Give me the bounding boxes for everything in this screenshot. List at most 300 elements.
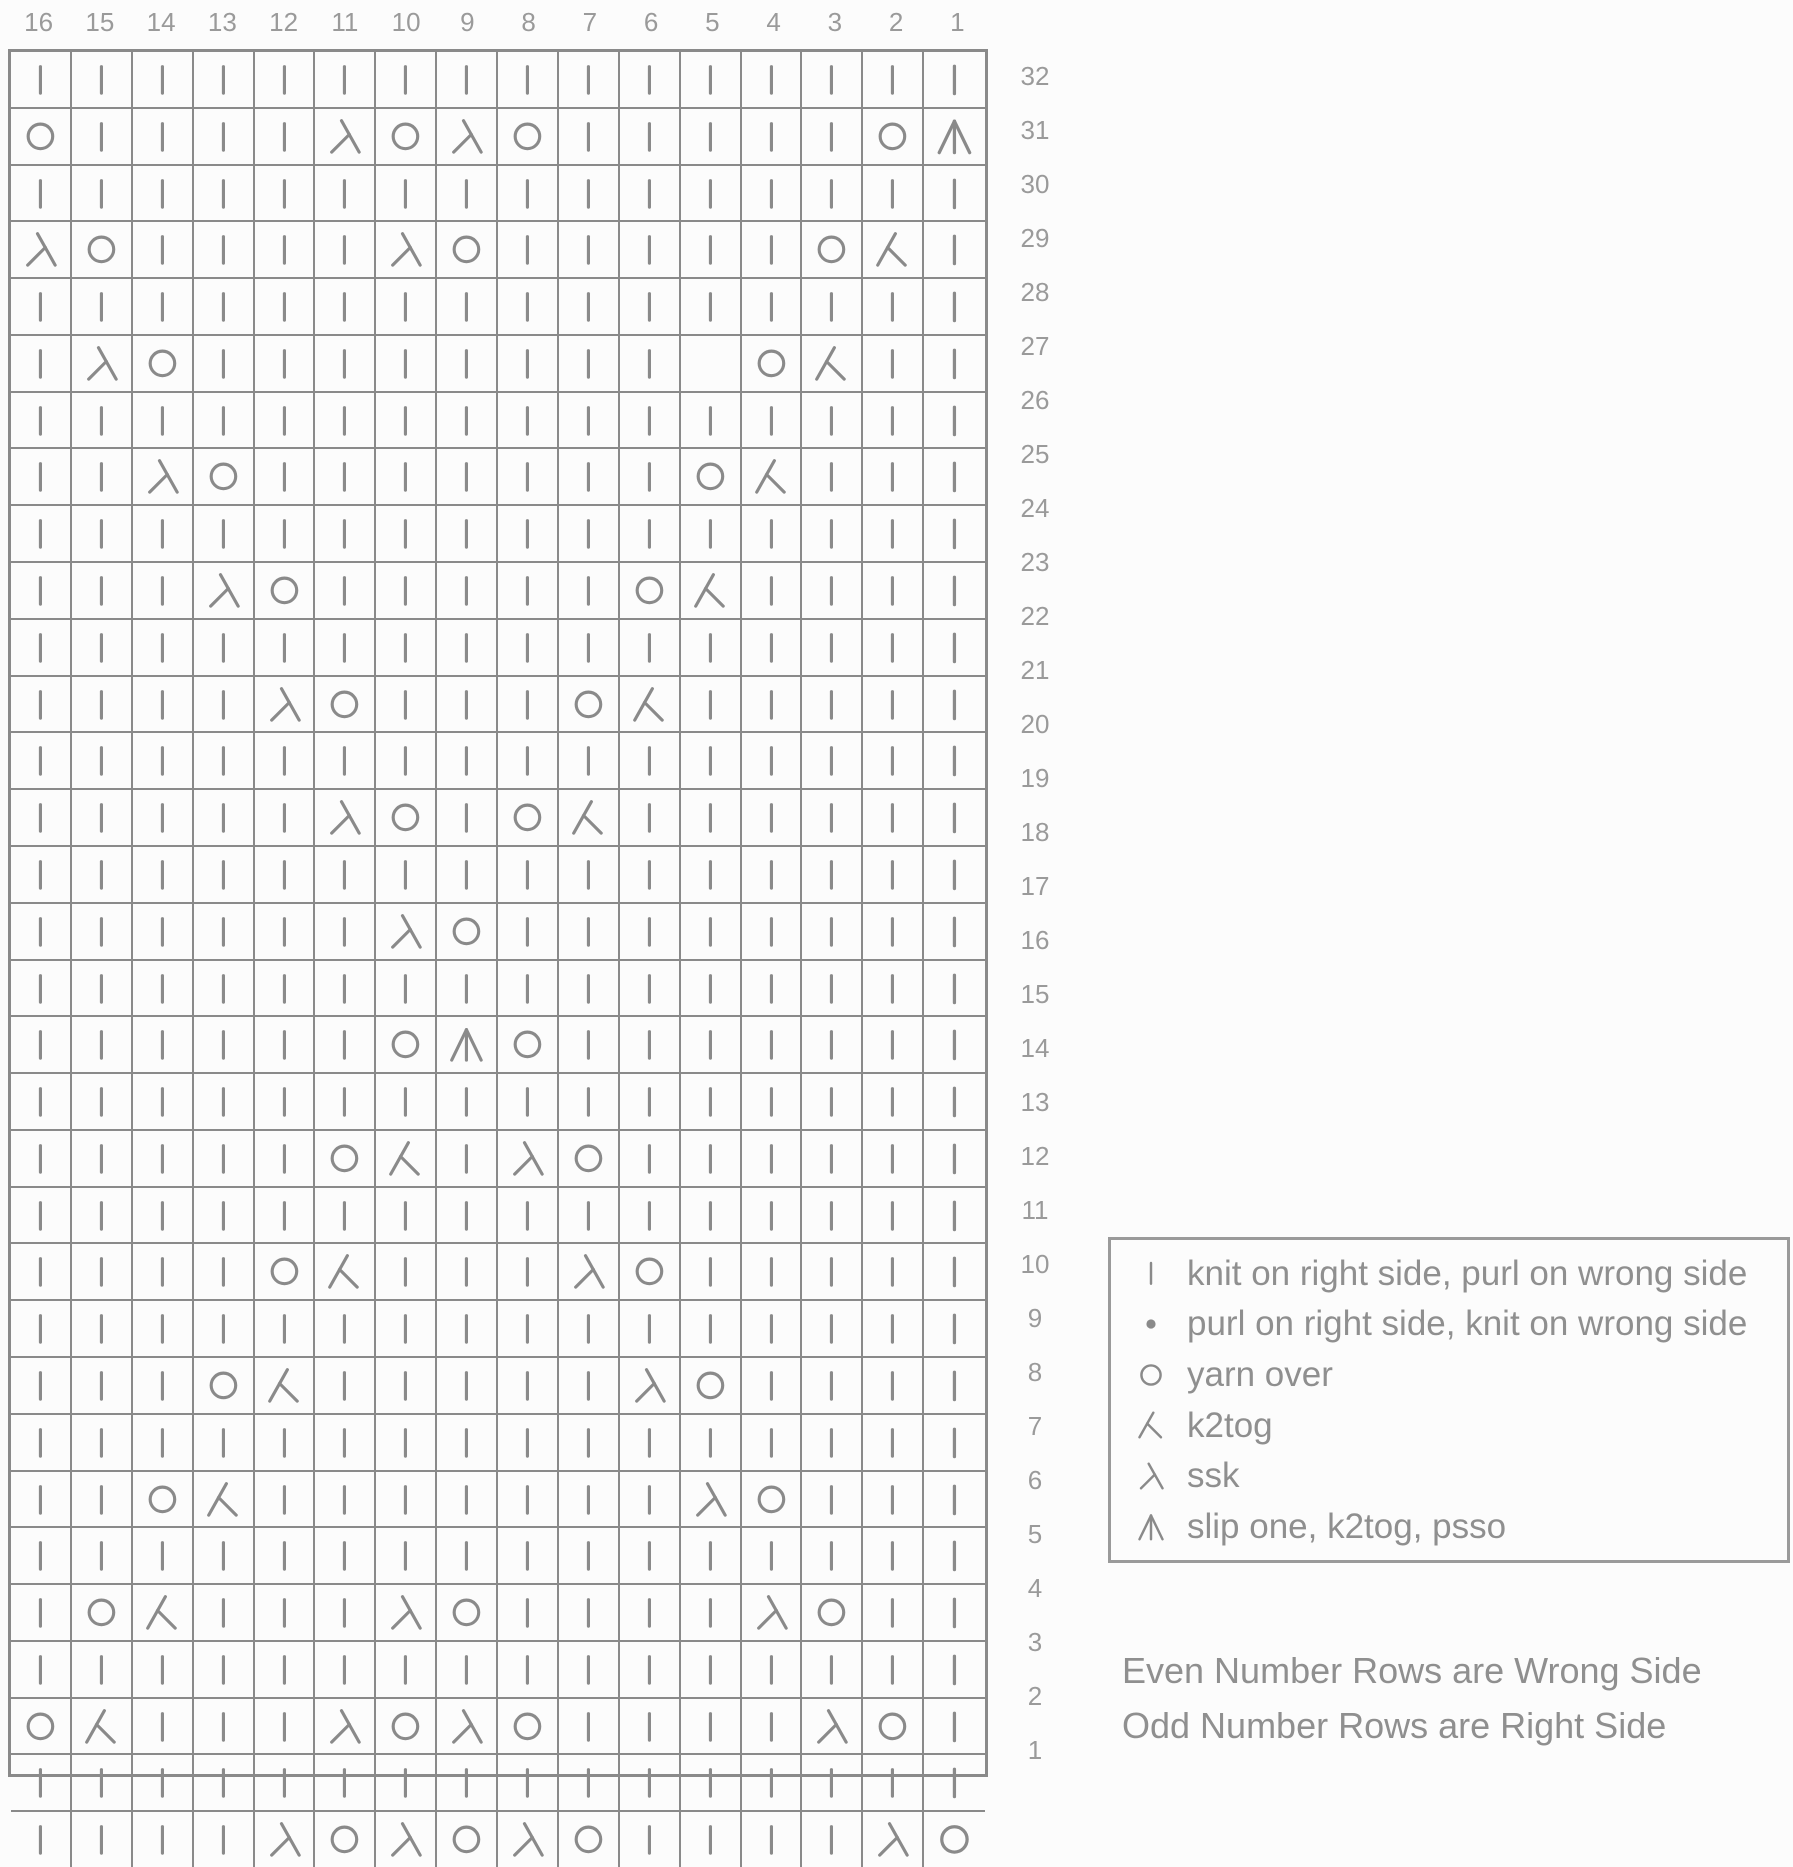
knit-symbol bbox=[11, 904, 70, 959]
chart-cell bbox=[559, 563, 620, 620]
chart-cell bbox=[620, 1472, 681, 1529]
chart-cell bbox=[681, 961, 742, 1018]
chart-cell bbox=[924, 790, 985, 847]
row-number: 32 bbox=[1020, 60, 1050, 91]
knit-symbol bbox=[437, 1528, 496, 1583]
chart-grid bbox=[8, 49, 988, 1777]
knit-symbol bbox=[559, 449, 618, 504]
knit-symbol bbox=[255, 1755, 314, 1810]
chart-cell bbox=[11, 109, 72, 166]
knit-symbol bbox=[133, 1131, 192, 1186]
knit-symbol bbox=[802, 279, 861, 334]
knit-symbol bbox=[376, 1472, 435, 1527]
chart-cell bbox=[72, 733, 133, 790]
knit-symbol bbox=[437, 279, 496, 334]
row-number: 31 bbox=[1020, 114, 1050, 145]
chart-cell bbox=[437, 1358, 498, 1415]
chart-cell bbox=[437, 1415, 498, 1472]
chart-cell bbox=[255, 790, 316, 847]
chart-cell bbox=[742, 904, 803, 961]
chart-cell bbox=[72, 1472, 133, 1529]
knit-symbol bbox=[133, 1188, 192, 1243]
column-number: 7 bbox=[582, 6, 598, 37]
chart-cell bbox=[924, 1017, 985, 1074]
chart-cell bbox=[498, 1472, 559, 1529]
knit-symbol bbox=[498, 904, 557, 959]
knit-symbol bbox=[376, 1358, 435, 1413]
knit-symbol bbox=[133, 279, 192, 334]
chart-cell bbox=[681, 449, 742, 506]
chart-cell bbox=[72, 677, 133, 734]
ssk-symbol bbox=[255, 677, 314, 732]
knit-symbol bbox=[681, 1585, 740, 1640]
ssk-symbol bbox=[437, 109, 496, 164]
knit-symbol bbox=[863, 506, 922, 561]
knit-symbol bbox=[194, 393, 253, 448]
knit-symbol bbox=[924, 563, 985, 618]
knit-symbol bbox=[437, 1358, 496, 1413]
chart-cell bbox=[742, 1415, 803, 1472]
chart-cell bbox=[498, 1301, 559, 1358]
chart-cell bbox=[742, 393, 803, 450]
knit-symbol bbox=[559, 847, 618, 902]
knit-symbol bbox=[802, 620, 861, 675]
chart-cell bbox=[11, 1755, 72, 1812]
chart-cell bbox=[802, 109, 863, 166]
knit-symbol bbox=[437, 790, 496, 845]
knit-symbol bbox=[742, 790, 801, 845]
chart-cell bbox=[133, 1472, 194, 1529]
knit-symbol bbox=[72, 393, 131, 448]
row-number: 20 bbox=[1020, 708, 1050, 739]
chart-cell bbox=[255, 393, 316, 450]
knit-symbol bbox=[255, 904, 314, 959]
knit-symbol bbox=[11, 449, 70, 504]
chart-cell bbox=[681, 1699, 742, 1756]
knit-symbol bbox=[620, 52, 679, 107]
ssk-symbol bbox=[863, 1812, 922, 1867]
chart-cell bbox=[72, 393, 133, 450]
knit-symbol bbox=[863, 1528, 922, 1583]
chart-cell bbox=[924, 1131, 985, 1188]
knit-symbol bbox=[742, 1188, 801, 1243]
knit-symbol bbox=[376, 1755, 435, 1810]
chart-cell bbox=[72, 449, 133, 506]
chart-cell bbox=[437, 1472, 498, 1529]
chart-cell bbox=[681, 393, 742, 450]
chart-cell bbox=[133, 1812, 194, 1867]
knit-symbol bbox=[924, 733, 985, 788]
chart-cell bbox=[194, 1131, 255, 1188]
chart-cell bbox=[924, 1642, 985, 1699]
chart-cell bbox=[802, 1131, 863, 1188]
chart-cell bbox=[194, 677, 255, 734]
knit-symbol bbox=[863, 1472, 922, 1527]
chart-cell bbox=[681, 109, 742, 166]
knit-symbol bbox=[376, 1415, 435, 1470]
knit-symbol bbox=[194, 733, 253, 788]
chart-cell bbox=[72, 506, 133, 563]
chart-cell bbox=[742, 1074, 803, 1131]
ssk-symbol bbox=[437, 1699, 496, 1754]
chart-cell bbox=[194, 1642, 255, 1699]
knit-symbol bbox=[72, 1074, 131, 1129]
knit-symbol bbox=[72, 904, 131, 959]
chart-cell bbox=[742, 620, 803, 677]
chart-cell bbox=[72, 1415, 133, 1472]
knit-symbol bbox=[498, 166, 557, 221]
chart-cell bbox=[133, 52, 194, 109]
chart-cell bbox=[255, 279, 316, 336]
chart-cell bbox=[437, 904, 498, 961]
chart-cell bbox=[315, 904, 376, 961]
chart-cell bbox=[498, 1074, 559, 1131]
chart-cell bbox=[802, 1755, 863, 1812]
column-number: 2 bbox=[888, 6, 904, 37]
chart-cell bbox=[863, 1812, 924, 1867]
chart-cell bbox=[194, 1585, 255, 1642]
chart-cell bbox=[315, 166, 376, 223]
column-number: 1 bbox=[950, 6, 965, 37]
chart-cell bbox=[559, 1812, 620, 1867]
chart-cell bbox=[498, 1755, 559, 1812]
knit-symbol bbox=[924, 1472, 985, 1527]
knit-symbol bbox=[559, 1642, 618, 1697]
chart-cell bbox=[559, 961, 620, 1018]
chart-cell bbox=[315, 1585, 376, 1642]
chart-cell bbox=[437, 52, 498, 109]
chart-cell bbox=[315, 449, 376, 506]
chart-cell bbox=[376, 336, 437, 393]
chart-cell bbox=[133, 1017, 194, 1074]
chart-cell bbox=[133, 1131, 194, 1188]
yarn-over-symbol bbox=[863, 1699, 922, 1754]
chart-cell bbox=[72, 563, 133, 620]
knit-symbol bbox=[620, 1131, 679, 1186]
knit-symbol bbox=[620, 904, 679, 959]
knit-symbol bbox=[315, 506, 374, 561]
knit-symbol bbox=[498, 1755, 557, 1810]
knit-symbol bbox=[863, 1585, 922, 1640]
knit-symbol bbox=[133, 1699, 192, 1754]
chart-cell bbox=[437, 449, 498, 506]
knit-symbol bbox=[620, 1415, 679, 1470]
knit-symbol bbox=[255, 52, 314, 107]
chart-cell bbox=[620, 279, 681, 336]
knit-symbol bbox=[255, 1642, 314, 1697]
chart-cell bbox=[437, 1585, 498, 1642]
knit-symbol bbox=[681, 904, 740, 959]
yarn-over-symbol bbox=[194, 449, 253, 504]
knit-symbol bbox=[559, 620, 618, 675]
chart-cell bbox=[498, 1131, 559, 1188]
knit-symbol bbox=[437, 1244, 496, 1299]
chart-cell bbox=[376, 733, 437, 790]
knit-symbol bbox=[742, 961, 801, 1016]
column-number: 10 bbox=[391, 6, 421, 37]
chart-cell bbox=[72, 1017, 133, 1074]
knit-symbol bbox=[255, 1528, 314, 1583]
chart-cell bbox=[11, 1528, 72, 1585]
chart-cell bbox=[802, 1358, 863, 1415]
knit-symbol bbox=[255, 393, 314, 448]
chart-cell bbox=[315, 1131, 376, 1188]
chart-cell bbox=[255, 1017, 316, 1074]
chart-cell bbox=[376, 1074, 437, 1131]
note-odd-rows: Odd Number Rows are Right Side bbox=[1122, 1705, 1667, 1746]
knit-symbol bbox=[559, 1585, 618, 1640]
knit-symbol bbox=[255, 620, 314, 675]
chart-cell bbox=[498, 1699, 559, 1756]
knit-symbol bbox=[194, 1699, 253, 1754]
legend-item bbox=[1125, 1504, 1787, 1550]
chart-cell bbox=[863, 790, 924, 847]
chart-cell bbox=[133, 904, 194, 961]
knit-symbol bbox=[437, 1472, 496, 1527]
chart-cell bbox=[863, 1642, 924, 1699]
chart-cell bbox=[742, 563, 803, 620]
ssk-symbol bbox=[376, 904, 435, 959]
chart-cell bbox=[742, 506, 803, 563]
chart-cell bbox=[376, 563, 437, 620]
chart-cell bbox=[72, 1755, 133, 1812]
knit-symbol bbox=[133, 847, 192, 902]
row-number: 22 bbox=[1020, 600, 1050, 631]
chart-cell bbox=[742, 1472, 803, 1529]
knit-symbol bbox=[924, 393, 985, 448]
row-numbers-column bbox=[1002, 49, 1068, 1777]
chart-cell bbox=[11, 1472, 72, 1529]
chart-cell bbox=[194, 961, 255, 1018]
knit-symbol bbox=[437, 336, 496, 391]
knit-symbol bbox=[802, 449, 861, 504]
knit-symbol bbox=[924, 222, 985, 277]
knit-symbol bbox=[559, 336, 618, 391]
chart-cell bbox=[924, 1301, 985, 1358]
chart-cell bbox=[315, 1699, 376, 1756]
chart-cell bbox=[559, 1472, 620, 1529]
chart-cell bbox=[620, 1244, 681, 1301]
chart-cell bbox=[376, 1415, 437, 1472]
knit-symbol bbox=[681, 847, 740, 902]
knit-symbol bbox=[620, 1074, 679, 1129]
knit-symbol bbox=[802, 1642, 861, 1697]
knit-symbol bbox=[863, 1017, 922, 1072]
chart-cell bbox=[72, 1812, 133, 1867]
knit-symbol bbox=[315, 336, 374, 391]
knit-symbol bbox=[559, 166, 618, 221]
knit-symbol bbox=[559, 1074, 618, 1129]
knit-symbol bbox=[133, 52, 192, 107]
chart-cell bbox=[133, 222, 194, 279]
chart-cell bbox=[194, 1528, 255, 1585]
chart-cell bbox=[559, 1755, 620, 1812]
yarn-over-symbol bbox=[11, 1699, 70, 1754]
chart-cell bbox=[72, 847, 133, 904]
chart-cell bbox=[924, 904, 985, 961]
chart-cell bbox=[255, 1699, 316, 1756]
chart-cell bbox=[863, 961, 924, 1018]
chart-cell bbox=[802, 1528, 863, 1585]
chart-cell bbox=[72, 904, 133, 961]
ssk-symbol bbox=[315, 1699, 374, 1754]
knit-symbol bbox=[742, 1642, 801, 1697]
knit-symbol bbox=[559, 1755, 618, 1810]
knit-symbol bbox=[742, 393, 801, 448]
knit-symbol bbox=[559, 1472, 618, 1527]
yarn-over-symbol bbox=[11, 109, 70, 164]
chart-cell bbox=[863, 1528, 924, 1585]
knit-symbol bbox=[559, 279, 618, 334]
chart-cell bbox=[924, 1755, 985, 1812]
knit-symbol bbox=[924, 961, 985, 1016]
knit-symbol bbox=[863, 1244, 922, 1299]
knit-symbol bbox=[194, 904, 253, 959]
chart-cell bbox=[863, 1585, 924, 1642]
yarn-over-symbol bbox=[620, 1244, 679, 1299]
knit-symbol bbox=[255, 1301, 314, 1356]
chart-cell bbox=[376, 1755, 437, 1812]
chart-cell bbox=[681, 563, 742, 620]
knit-symbol bbox=[559, 1017, 618, 1072]
chart-cell bbox=[11, 1642, 72, 1699]
knit-symbol bbox=[315, 904, 374, 959]
knit-symbol bbox=[315, 166, 374, 221]
knit-symbol bbox=[72, 620, 131, 675]
knit-symbol bbox=[315, 393, 374, 448]
legend-box bbox=[1108, 1237, 1790, 1563]
knit-symbol bbox=[498, 961, 557, 1016]
chart-cell bbox=[802, 393, 863, 450]
knit-symbol bbox=[498, 677, 557, 732]
chart-cell bbox=[72, 166, 133, 223]
chart-cell bbox=[315, 1812, 376, 1867]
row-number: 7 bbox=[1027, 1410, 1043, 1441]
knit-symbol bbox=[437, 1074, 496, 1129]
chart-cell bbox=[802, 961, 863, 1018]
knit-symbol bbox=[924, 847, 985, 902]
legend-label: purl on right side, knit on wrong side bbox=[1187, 1304, 1748, 1344]
chart-cell bbox=[133, 109, 194, 166]
knit-symbol bbox=[742, 1699, 801, 1754]
chart-cell bbox=[133, 506, 194, 563]
column-number: 4 bbox=[766, 6, 781, 37]
knit-symbol bbox=[255, 506, 314, 561]
chart-cell bbox=[194, 1812, 255, 1867]
ssk-symbol bbox=[559, 1244, 618, 1299]
knit-symbol bbox=[742, 733, 801, 788]
chart-cell bbox=[742, 109, 803, 166]
knit-symbol bbox=[133, 1755, 192, 1810]
k2tog-symbol bbox=[1128, 1402, 1174, 1448]
chart-cell bbox=[133, 847, 194, 904]
knit-symbol bbox=[194, 1017, 253, 1072]
knit-symbol bbox=[437, 449, 496, 504]
knit-symbol bbox=[863, 1755, 922, 1810]
chart-cell bbox=[133, 1755, 194, 1812]
knit-symbol bbox=[133, 961, 192, 1016]
knit-symbol bbox=[742, 1358, 801, 1413]
chart-cell bbox=[802, 733, 863, 790]
chart-cell bbox=[498, 1642, 559, 1699]
knit-symbol bbox=[437, 1131, 496, 1186]
knit-symbol bbox=[742, 166, 801, 221]
knit-symbol bbox=[72, 961, 131, 1016]
chart-cell bbox=[681, 1188, 742, 1245]
knit-symbol bbox=[681, 52, 740, 107]
chart-cell bbox=[863, 847, 924, 904]
knit-symbol bbox=[620, 1585, 679, 1640]
knit-symbol bbox=[72, 1472, 131, 1527]
knit-symbol bbox=[315, 1415, 374, 1470]
column-number: 12 bbox=[269, 6, 299, 37]
chart-cell bbox=[863, 1301, 924, 1358]
yarn-over-symbol bbox=[1128, 1352, 1174, 1398]
knit-symbol bbox=[742, 109, 801, 164]
knit-symbol bbox=[72, 733, 131, 788]
chart-cell bbox=[498, 336, 559, 393]
yarn-over-symbol bbox=[315, 677, 374, 732]
chart-cell bbox=[863, 677, 924, 734]
chart-cell bbox=[376, 1642, 437, 1699]
knit-symbol bbox=[133, 222, 192, 277]
chart-cell bbox=[255, 109, 316, 166]
knit-symbol bbox=[194, 1415, 253, 1470]
knit-symbol bbox=[437, 961, 496, 1016]
purl-symbol bbox=[1128, 1301, 1174, 1347]
chart-cell bbox=[194, 1244, 255, 1301]
chart-cell bbox=[315, 1642, 376, 1699]
chart-cell bbox=[376, 790, 437, 847]
chart-cell bbox=[194, 1358, 255, 1415]
chart-cell bbox=[437, 506, 498, 563]
knit-symbol bbox=[376, 1188, 435, 1243]
yarn-over-symbol bbox=[315, 1131, 374, 1186]
chart-cell bbox=[315, 279, 376, 336]
ssk-symbol bbox=[376, 222, 435, 277]
chart-cell bbox=[498, 449, 559, 506]
column-number: 6 bbox=[643, 6, 659, 37]
knit-symbol bbox=[11, 961, 70, 1016]
legend-label: ssk bbox=[1187, 1456, 1240, 1496]
chart-cell bbox=[255, 1415, 316, 1472]
knit-symbol bbox=[315, 847, 374, 902]
row-number: 2 bbox=[1027, 1680, 1043, 1711]
chart-cell bbox=[315, 1017, 376, 1074]
knit-symbol bbox=[11, 166, 70, 221]
knit-symbol bbox=[742, 1812, 801, 1867]
knit-symbol bbox=[681, 506, 740, 561]
yarn-over-symbol bbox=[924, 1812, 985, 1867]
chart-cell bbox=[255, 677, 316, 734]
chart-cell bbox=[315, 847, 376, 904]
knit-symbol bbox=[315, 1301, 374, 1356]
chart-cell bbox=[802, 449, 863, 506]
row-number: 27 bbox=[1020, 330, 1050, 361]
chart-cell bbox=[315, 1528, 376, 1585]
chart-cell bbox=[681, 620, 742, 677]
yarn-over-symbol bbox=[498, 109, 557, 164]
knit-symbol bbox=[620, 109, 679, 164]
chart-cell bbox=[924, 677, 985, 734]
chart-cell bbox=[376, 506, 437, 563]
chart-cell bbox=[255, 1188, 316, 1245]
chart-cell bbox=[559, 1585, 620, 1642]
chart-cell bbox=[11, 336, 72, 393]
chart-cell bbox=[681, 1074, 742, 1131]
ssk-symbol bbox=[498, 1131, 557, 1186]
knit-symbol bbox=[863, 1301, 922, 1356]
